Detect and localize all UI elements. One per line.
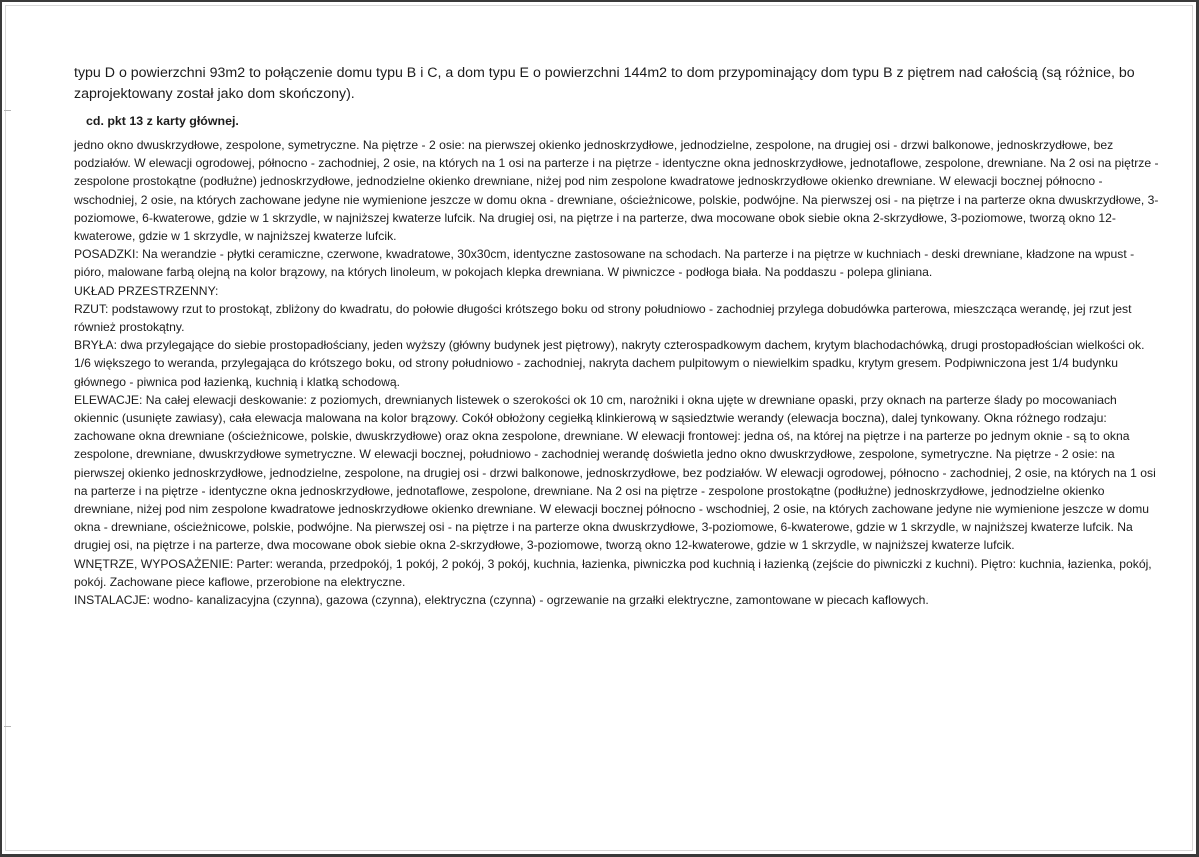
paragraph-interior: WNĘTRZE, WYPOSAŻENIE: Parter: weranda, przedpokój, 1 pokój, 2 pokój, 3 pokój, kuchnia, łazienka, piwniczka pod kuchnią i łazienką (zejście do piwniczki z kuchni). Piętro: kuchnia, łazienka, pokój, pokój. Zachowane piece kaflowe, przerobione na elektryczne. [74, 556, 1152, 589]
paragraph-installations: INSTALACJE: wodno- kanalizacyjna (czynna), gazowa (czynna), elektryczna (czynna) - ogrzewanie na grzałki elektryczne, zamontowane w piecach kaflowych. [74, 593, 929, 608]
document-page [74, 63, 1159, 609]
paragraph-plan: RZUT: podstawowy rzut to prostokąt, zbliżony do kwadratu, do połowie długości krótszego boku od strony południowo - zachodniej przylega dobudówka parterowa, mieszcząca werandę, jej rzut jest również prostokątny. [74, 301, 1132, 335]
paragraph-windows-continued: jedno okno dwuskrzydłowe, zespolone, symetryczne. Na piętrze - 2 osie: na pierwszej okienko jednoskrzydłowe, jednodzielne, zespolone, na drugiej osi - drzwi balkonowe, jednoskrzydłowe, bez podziałów. W elewacji ogrodowej, północno - zachodniej, 2 osie, na których na 1 osi na parterze i na piętrze - identyczne okna jednoskrzydłowe, jednotaflowe, zespolone, drewniane. Na 2 osi na piętrze - zespolone prostokątne (podłużne) jednoskrzydłowe, jednodzielne okienko drewniane, niżej pod nim zespolone kwadratowe jednoskrzydłowe okienko drewniane. W elewacji bocznej północno - wschodniej, 2 osie, na których zachowane jedyne nie wymienione jeszcze w domu okna - drewniane, ościeżnicowe, polskie, podwójne. Na pierwszej osi - na piętrze i na parterze okna dwuskrzydłowe, 3-poziomowe, 6-kwaterowe, gdzie w 1 skrzydle, w najniższej kwaterze lufcik. Na drugiej osi, na piętrze i na parterze, dwa mocowane obok siebie okna 2-skrzydłowe, 3-poziomowe, tworzą okno 12-kwaterowe, gdzie w 1 skrzydle, w najniższej kwaterze lufcik. [74, 138, 1159, 244]
margin-mark [4, 110, 11, 111]
intro-paragraph: typu D o powierzchni 93m2 to połączenie domu typu B i C, a dom typu E o powierzchni 144m2 to dom przypominający dom typu B z piętrem nad całością (są różnice, bo zaprojektowany został jako dom skończony). [74, 65, 1135, 102]
paragraph-massing: BRYŁA: dwa przylegające do siebie prostopadłościany, jeden wyższy (główny budynek jest piętrowy), nakryty czterospadkowym dachem, krytym blachodachówką, drugi prostopadłościan wielkości ok. 1/6 większego to weranda, przylegająca do krótszego boku, od strony południowo - zachodniej, nakryta dachem pulpitowym o niewielkim spadku, krytym gresem. Podpiwniczona jest 1/4 budynku głównego - piwnica pod łazienką, kuchnią i klatką schodową. [74, 338, 1145, 389]
section-heading: cd. pkt 13 z karty głównej. [86, 114, 239, 128]
paragraph-floors: POSADZKI: Na werandzie - płytki ceramiczne, czerwone, kwadratowe, 30x30cm, identyczne zastosowane na schodach. Na parterze i na piętrze w kuchniach - deski drewniane, kładzone na wpust - pióro, malowane farbą olejną na kolor brązowy, na których linoleum, w pokojach klepka drewniana. W piwniczce - podłoga biała. Na poddaszu - polepa gliniana. [74, 247, 1135, 280]
document-body [74, 136, 1159, 609]
paragraph-elevations: ELEWACJE: Na całej elewacji deskowanie: z poziomych, drewnianych listewek o szerokości ok 10 cm, narożniki i okna ujęte w drewniane opaski, przy oknach na parterze ślady po mocowaniach okiennic (usunięte zawiasy), cała elewacja malowana na kolor brązowy. Cokół obłożony cegiełką klinkierową w sąsiedztwie werandy (elewacja boczna), dalej tynkowany. Okna różnego rodzaju: zachowane okna drewniane (ościeżnicowe, polskie, dwuskrzydłowe) oraz okna zespolone, drewniane. W elewacji frontowej: jedna oś, na której na piętrze i na parterze po jednym oknie - są to okna zespolone, drewniane, dwuskrzydłowe symetryczne. W elewacji bocznej, południowo - zachodniej werandę doświetla jedno okno dwuskrzydłowe, zespolone, symetryczne. Na piętrze - 2 osie: na pierwszej okienko jednoskrzydłowe, jednodzielne, zespolone, na drugiej osi - drzwi balkonowe, jednoskrzydłowe, bez podziałów. W elewacji ogrodowej, północno - zachodniej, 2 osie, na których na 1 osi na parterze i na piętrze - identyczne okna jednoskrzydłowe, jednotaflowe, zespolone, drewniane. Na 2 osi na piętrze - zespolone prostokątne (podłużne) jednoskrzydłowe, jednodzielne okienko drewniane, niżej pod nim zespolone kwadratowe jednoskrzydłowe okienko drewniane. W elewacji bocznej północno - wschodniej, 2 osie, na których zachowane jedyne nie wymienione jeszcze w domu okna - drewniane, ościeżnicowe, polskie, podwójne. Na pierwszej osi - na piętrze i na parterze okna dwuskrzydłowe, 3-poziomowe, 6-kwaterowe, gdzie w 1 skrzydle, w najniższej kwaterze lufcik. Na drugiej osi, na piętrze i na parterze, dwa mocowane obok siebie okna 2-skrzydłowe, 3-poziomowe, tworzą okno 12-kwaterowe, gdzie w 1 skrzydle, w najniższej kwaterze lufcik. [74, 392, 1156, 553]
paragraph-spatial-layout: UKŁAD PRZESTRZENNY: [74, 283, 219, 298]
margin-mark [4, 726, 11, 727]
